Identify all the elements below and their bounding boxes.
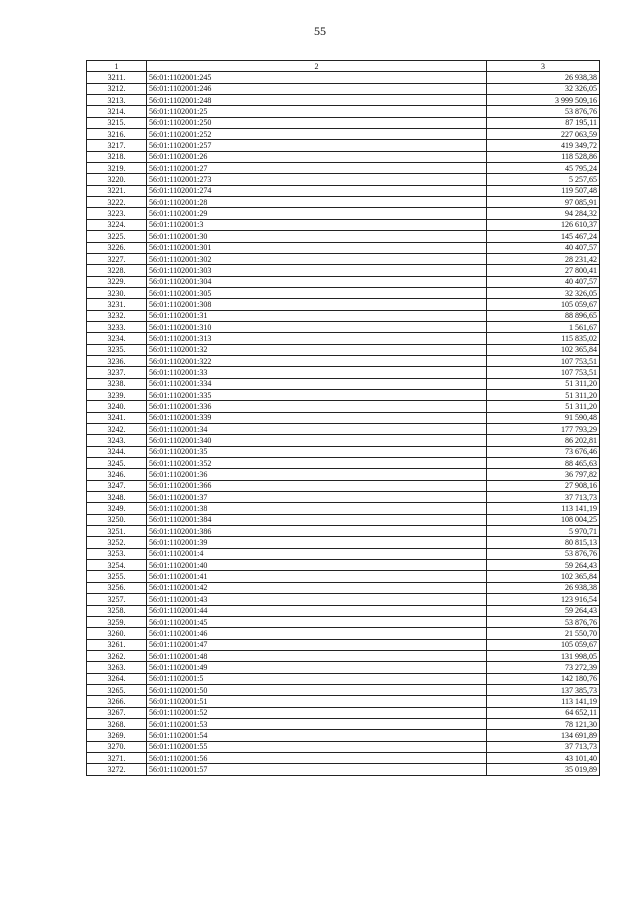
cadastral-number-cell: 56:01:1102001:57 — [147, 764, 487, 775]
row-number-cell: 3263. — [87, 662, 147, 673]
table-row — [87, 492, 600, 503]
table-row — [87, 163, 600, 174]
cadastral-number-cell: 56:01:1102001:54 — [147, 730, 487, 741]
table-row — [87, 129, 600, 140]
value-cell: 26 938,38 — [487, 72, 600, 83]
value-cell: 43 101,40 — [487, 752, 600, 763]
cadastral-number-cell: 56:01:1102001:50 — [147, 684, 487, 695]
row-number-cell: 3255. — [87, 571, 147, 582]
value-cell: 115 835,02 — [487, 333, 600, 344]
cadastral-number-cell: 56:01:1102001:44 — [147, 605, 487, 616]
cadastral-number-cell: 56:01:1102001:352 — [147, 458, 487, 469]
row-number-cell: 3237. — [87, 367, 147, 378]
row-number-cell: 3240. — [87, 401, 147, 412]
value-cell: 32 326,05 — [487, 287, 600, 298]
cadastral-number-cell: 56:01:1102001:40 — [147, 560, 487, 571]
value-cell: 105 059,67 — [487, 639, 600, 650]
row-number-cell: 3246. — [87, 469, 147, 480]
value-cell: 26 938,38 — [487, 582, 600, 593]
cadastral-number-cell: 56:01:1102001:51 — [147, 696, 487, 707]
value-cell: 87 195,11 — [487, 117, 600, 128]
row-number-cell: 3235. — [87, 344, 147, 355]
value-cell: 53 876,76 — [487, 616, 600, 627]
value-cell: 51 311,20 — [487, 401, 600, 412]
table-row — [87, 140, 600, 151]
table-row — [87, 730, 600, 741]
value-cell: 3 999 509,16 — [487, 95, 600, 106]
table-row — [87, 208, 600, 219]
value-cell: 107 753,51 — [487, 355, 600, 366]
row-number-cell: 3238. — [87, 378, 147, 389]
cadastral-number-cell: 56:01:1102001:322 — [147, 355, 487, 366]
value-cell: 78 121,30 — [487, 718, 600, 729]
table-row — [87, 95, 600, 106]
table-row — [87, 741, 600, 752]
table-row — [87, 707, 600, 718]
value-cell: 97 085,91 — [487, 197, 600, 208]
table-row — [87, 446, 600, 457]
table-row — [87, 174, 600, 185]
cadastral-number-cell: 56:01:1102001:56 — [147, 752, 487, 763]
cadastral-number-cell: 56:01:1102001:33 — [147, 367, 487, 378]
cadastral-number-cell: 56:01:1102001:339 — [147, 412, 487, 423]
table-row — [87, 117, 600, 128]
cadastral-number-cell: 56:01:1102001:25 — [147, 106, 487, 117]
table-row — [87, 503, 600, 514]
cadastral-number-cell: 56:01:1102001:45 — [147, 616, 487, 627]
table-header-row — [87, 61, 600, 72]
value-cell: 119 507,48 — [487, 185, 600, 196]
row-number-cell: 3266. — [87, 696, 147, 707]
cadastral-number-cell: 56:01:1102001:384 — [147, 514, 487, 525]
cadastral-number-cell: 56:01:1102001:3 — [147, 219, 487, 230]
row-number-cell: 3233. — [87, 321, 147, 332]
cadastral-number-cell: 56:01:1102001:304 — [147, 276, 487, 287]
row-number-cell: 3231. — [87, 299, 147, 310]
value-cell: 27 908,16 — [487, 480, 600, 491]
cadastral-number-cell: 56:01:1102001:302 — [147, 253, 487, 264]
table-row — [87, 582, 600, 593]
row-number-cell: 3249. — [87, 503, 147, 514]
table-row — [87, 389, 600, 400]
cadastral-number-cell: 56:01:1102001:29 — [147, 208, 487, 219]
value-cell: 53 876,76 — [487, 106, 600, 117]
row-number-cell: 3234. — [87, 333, 147, 344]
value-cell: 102 365,84 — [487, 344, 600, 355]
table-row — [87, 333, 600, 344]
row-number-cell: 3226. — [87, 242, 147, 253]
row-number-cell: 3214. — [87, 106, 147, 117]
value-cell: 142 180,76 — [487, 673, 600, 684]
value-cell: 91 590,48 — [487, 412, 600, 423]
cadastral-number-cell: 56:01:1102001:310 — [147, 321, 487, 332]
cadastral-number-cell: 56:01:1102001:27 — [147, 163, 487, 174]
cadastral-number-cell: 56:01:1102001:252 — [147, 129, 487, 140]
table-row — [87, 673, 600, 684]
cadastral-number-cell: 56:01:1102001:274 — [147, 185, 487, 196]
table-row — [87, 514, 600, 525]
row-number-cell: 3262. — [87, 650, 147, 661]
value-cell: 108 004,25 — [487, 514, 600, 525]
cadastral-number-cell: 56:01:1102001:38 — [147, 503, 487, 514]
table-row — [87, 639, 600, 650]
row-number-cell: 3232. — [87, 310, 147, 321]
cadastral-number-cell: 56:01:1102001:42 — [147, 582, 487, 593]
row-number-cell: 3250. — [87, 514, 147, 525]
table-row — [87, 616, 600, 627]
table-row — [87, 435, 600, 446]
row-number-cell: 3265. — [87, 684, 147, 695]
table-row — [87, 412, 600, 423]
row-number-cell: 3219. — [87, 163, 147, 174]
table-row — [87, 355, 600, 366]
row-number-cell: 3228. — [87, 265, 147, 276]
cadastral-number-cell: 56:01:1102001:41 — [147, 571, 487, 582]
value-cell: 21 550,70 — [487, 628, 600, 639]
cadastral-number-cell: 56:01:1102001:53 — [147, 718, 487, 729]
value-cell: 35 019,89 — [487, 764, 600, 775]
cadastral-number-cell: 56:01:1102001:46 — [147, 628, 487, 639]
table-row — [87, 219, 600, 230]
table-row — [87, 299, 600, 310]
value-cell: 86 202,81 — [487, 435, 600, 446]
cadastral-number-cell: 56:01:1102001:313 — [147, 333, 487, 344]
value-cell: 113 141,19 — [487, 696, 600, 707]
value-cell: 137 385,73 — [487, 684, 600, 695]
cadastral-number-cell: 56:01:1102001:36 — [147, 469, 487, 480]
row-number-cell: 3221. — [87, 185, 147, 196]
table-row — [87, 696, 600, 707]
value-cell: 73 272,39 — [487, 662, 600, 673]
row-number-cell: 3269. — [87, 730, 147, 741]
table-row — [87, 310, 600, 321]
table-row — [87, 458, 600, 469]
value-cell: 37 713,73 — [487, 741, 600, 752]
value-cell: 27 800,41 — [487, 265, 600, 276]
table-row — [87, 231, 600, 242]
table-row — [87, 367, 600, 378]
value-cell: 73 676,46 — [487, 446, 600, 457]
row-number-cell: 3217. — [87, 140, 147, 151]
row-number-cell: 3245. — [87, 458, 147, 469]
value-cell: 53 876,76 — [487, 548, 600, 559]
row-number-cell: 3230. — [87, 287, 147, 298]
row-number-cell: 3253. — [87, 548, 147, 559]
row-number-cell: 3244. — [87, 446, 147, 457]
value-cell: 227 063,59 — [487, 129, 600, 140]
row-number-cell: 3261. — [87, 639, 147, 650]
table-row — [87, 344, 600, 355]
value-cell: 37 713,73 — [487, 492, 600, 503]
value-cell: 40 407,57 — [487, 276, 600, 287]
row-number-cell: 3211. — [87, 72, 147, 83]
table-row — [87, 650, 600, 661]
row-number-cell: 3216. — [87, 129, 147, 140]
value-cell: 94 284,32 — [487, 208, 600, 219]
value-cell: 145 467,24 — [487, 231, 600, 242]
row-number-cell: 3213. — [87, 95, 147, 106]
table-row — [87, 752, 600, 763]
table-row — [87, 764, 600, 775]
table-row — [87, 185, 600, 196]
table-row — [87, 560, 600, 571]
cadastral-number-cell: 56:01:1102001:39 — [147, 537, 487, 548]
cadastral-number-cell: 56:01:1102001:246 — [147, 83, 487, 94]
row-number-cell: 3241. — [87, 412, 147, 423]
cadastral-number-cell: 56:01:1102001:273 — [147, 174, 487, 185]
cadastral-number-cell: 56:01:1102001:248 — [147, 95, 487, 106]
value-cell: 102 365,84 — [487, 571, 600, 582]
row-number-cell: 3258. — [87, 605, 147, 616]
row-number-cell: 3227. — [87, 253, 147, 264]
cadastral-number-cell: 56:01:1102001:55 — [147, 741, 487, 752]
row-number-cell: 3218. — [87, 151, 147, 162]
row-number-cell: 3243. — [87, 435, 147, 446]
cadastral-number-cell: 56:01:1102001:47 — [147, 639, 487, 650]
table-row — [87, 480, 600, 491]
row-number-cell: 3247. — [87, 480, 147, 491]
page-number: 55 — [314, 24, 326, 38]
cadastral-number-cell: 56:01:1102001:335 — [147, 389, 487, 400]
cadastral-number-cell: 56:01:1102001:28 — [147, 197, 487, 208]
value-cell: 134 691,89 — [487, 730, 600, 741]
value-cell: 1 561,67 — [487, 321, 600, 332]
cadastral-number-cell: 56:01:1102001:305 — [147, 287, 487, 298]
table-row — [87, 548, 600, 559]
value-cell: 113 141,19 — [487, 503, 600, 514]
value-cell: 118 528,86 — [487, 151, 600, 162]
value-cell: 123 916,54 — [487, 594, 600, 605]
cadastral-number-cell: 56:01:1102001:32 — [147, 344, 487, 355]
value-cell: 45 795,24 — [487, 163, 600, 174]
value-cell: 51 311,20 — [487, 378, 600, 389]
cadastral-number-cell: 56:01:1102001:5 — [147, 673, 487, 684]
row-number-cell: 3222. — [87, 197, 147, 208]
row-number-cell: 3256. — [87, 582, 147, 593]
row-number-cell: 3220. — [87, 174, 147, 185]
value-cell: 177 793,29 — [487, 424, 600, 435]
value-cell: 419 349,72 — [487, 140, 600, 151]
row-number-cell: 3259. — [87, 616, 147, 627]
table-row — [87, 378, 600, 389]
value-cell: 59 264,43 — [487, 605, 600, 616]
cadastral-number-cell: 56:01:1102001:48 — [147, 650, 487, 661]
cadastral-number-cell: 56:01:1102001:301 — [147, 242, 487, 253]
value-cell: 88 896,65 — [487, 310, 600, 321]
table-row — [87, 594, 600, 605]
row-number-cell: 3242. — [87, 424, 147, 435]
row-number-cell: 3267. — [87, 707, 147, 718]
table-row — [87, 151, 600, 162]
cadastral-number-cell: 56:01:1102001:386 — [147, 526, 487, 537]
row-number-cell: 3271. — [87, 752, 147, 763]
row-number-cell: 3215. — [87, 117, 147, 128]
row-number-cell: 3270. — [87, 741, 147, 752]
table-row — [87, 571, 600, 582]
table-body — [87, 72, 600, 775]
cadastral-number-cell: 56:01:1102001:49 — [147, 662, 487, 673]
value-cell: 107 753,51 — [487, 367, 600, 378]
column-header-number: 1 — [87, 61, 147, 72]
table-row — [87, 526, 600, 537]
table-row — [87, 469, 600, 480]
row-number-cell: 3251. — [87, 526, 147, 537]
value-cell: 64 652,11 — [487, 707, 600, 718]
cadastral-number-cell: 56:01:1102001:245 — [147, 72, 487, 83]
cadastral-number-cell: 56:01:1102001:250 — [147, 117, 487, 128]
cadastral-number-cell: 56:01:1102001:336 — [147, 401, 487, 412]
table-row — [87, 253, 600, 264]
cadastral-number-cell: 56:01:1102001:43 — [147, 594, 487, 605]
cadastral-number-cell: 56:01:1102001:366 — [147, 480, 487, 491]
table-row — [87, 106, 600, 117]
cadastral-number-cell: 56:01:1102001:52 — [147, 707, 487, 718]
table-row — [87, 287, 600, 298]
cadastral-number-cell: 56:01:1102001:31 — [147, 310, 487, 321]
cadastral-value-table — [86, 60, 600, 776]
row-number-cell: 3239. — [87, 389, 147, 400]
value-cell: 28 231,42 — [487, 253, 600, 264]
row-number-cell: 3272. — [87, 764, 147, 775]
cadastral-number-cell: 56:01:1102001:26 — [147, 151, 487, 162]
value-cell: 5 970,71 — [487, 526, 600, 537]
value-cell: 131 998,05 — [487, 650, 600, 661]
row-number-cell: 3248. — [87, 492, 147, 503]
row-number-cell: 3225. — [87, 231, 147, 242]
table-row — [87, 424, 600, 435]
value-cell: 40 407,57 — [487, 242, 600, 253]
table-row — [87, 321, 600, 332]
value-cell: 59 264,43 — [487, 560, 600, 571]
table-row — [87, 72, 600, 83]
cadastral-number-cell: 56:01:1102001:30 — [147, 231, 487, 242]
cadastral-number-cell: 56:01:1102001:34 — [147, 424, 487, 435]
column-header-value: 3 — [487, 61, 600, 72]
value-cell: 32 326,05 — [487, 83, 600, 94]
value-cell: 126 610,37 — [487, 219, 600, 230]
row-number-cell: 3236. — [87, 355, 147, 366]
table-row — [87, 197, 600, 208]
cadastral-number-cell: 56:01:1102001:257 — [147, 140, 487, 151]
table-row — [87, 276, 600, 287]
table-row — [87, 684, 600, 695]
cadastral-number-cell: 56:01:1102001:35 — [147, 446, 487, 457]
table-row — [87, 265, 600, 276]
cadastral-number-cell: 56:01:1102001:334 — [147, 378, 487, 389]
row-number-cell: 3264. — [87, 673, 147, 684]
value-cell: 5 257,65 — [487, 174, 600, 185]
row-number-cell: 3260. — [87, 628, 147, 639]
column-header-cadastral-number: 2 — [147, 61, 487, 72]
row-number-cell: 3229. — [87, 276, 147, 287]
value-cell: 36 797,82 — [487, 469, 600, 480]
table-row — [87, 605, 600, 616]
cadastral-number-cell: 56:01:1102001:4 — [147, 548, 487, 559]
value-cell: 88 465,63 — [487, 458, 600, 469]
row-number-cell: 3252. — [87, 537, 147, 548]
cadastral-number-cell: 56:01:1102001:340 — [147, 435, 487, 446]
table-row — [87, 83, 600, 94]
table-row — [87, 628, 600, 639]
value-cell: 80 815,13 — [487, 537, 600, 548]
row-number-cell: 3212. — [87, 83, 147, 94]
row-number-cell: 3257. — [87, 594, 147, 605]
row-number-cell: 3223. — [87, 208, 147, 219]
cadastral-number-cell: 56:01:1102001:308 — [147, 299, 487, 310]
cadastral-number-cell: 56:01:1102001:37 — [147, 492, 487, 503]
table-row — [87, 718, 600, 729]
table-row — [87, 662, 600, 673]
table-row — [87, 401, 600, 412]
cadastral-number-cell: 56:01:1102001:303 — [147, 265, 487, 276]
row-number-cell: 3254. — [87, 560, 147, 571]
value-cell: 105 059,67 — [487, 299, 600, 310]
table-row — [87, 537, 600, 548]
row-number-cell: 3224. — [87, 219, 147, 230]
value-cell: 51 311,20 — [487, 389, 600, 400]
table-row — [87, 242, 600, 253]
row-number-cell: 3268. — [87, 718, 147, 729]
